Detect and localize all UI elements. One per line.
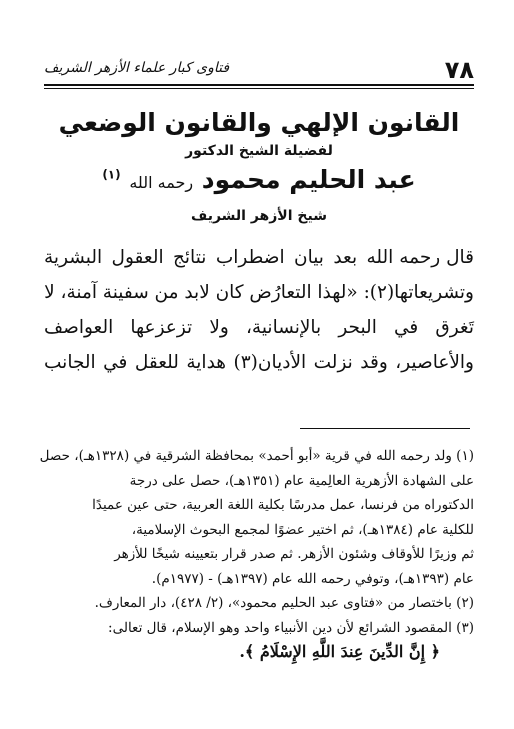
author-honorific: رحمه الله: [129, 173, 194, 192]
body-word: كان: [215, 282, 244, 303]
body-line: [44, 275, 474, 310]
body-word: «لهذا: [317, 282, 358, 303]
footnote-line: الدكتوراه من فرنسا، عمل مدرسًا بكلية اللغة العربية، حتى عين عميدًا: [92, 497, 474, 513]
body-word: قال رحمه الله: [366, 247, 474, 268]
quran-verse: ﴿ إِنَّ الدِّينَ عِندَ اللَّهِ الإِسْلَامُ ﴾.: [239, 642, 440, 661]
article-title: القانون الإلهي والقانون الوضعي: [58, 108, 460, 137]
body-word: البحر: [338, 317, 377, 338]
footnote-line: (١) ولد رحمه الله في قرية «أبو أحمد» بمحافظة الشرقية في (١٣٢٨هـ)، حصل: [39, 448, 474, 464]
author-name: عبد الحليم محمود: [201, 165, 416, 194]
body-line: [44, 310, 474, 345]
body-word: الجانب: [44, 352, 96, 373]
body-word: هداية: [186, 352, 227, 373]
body-word: بالإنسانية،: [245, 317, 322, 338]
body-word: للعقل: [134, 352, 179, 373]
footnote-separator: [300, 428, 470, 429]
header-rule-thin: [44, 88, 474, 89]
footnotes: [39, 444, 474, 665]
body-word: سفينة: [102, 282, 149, 303]
body-word: بعد: [333, 247, 358, 268]
body-word: والأعاصير،: [395, 352, 474, 373]
body-word: التعارُض: [249, 282, 312, 303]
body-text: [44, 240, 474, 380]
body-word: العقول: [111, 247, 164, 268]
body-word: الأديان(٣): [233, 352, 307, 373]
author-line: [44, 165, 474, 194]
body-word: نتائج: [172, 247, 207, 268]
body-word: لا: [44, 282, 55, 303]
footnote-line: ثم وزيرًا للأوقاف وشئون الأزهر. ثم صدر قرار بتعيينه شيخًا للأزهر: [114, 546, 474, 562]
body-word: في: [103, 352, 128, 373]
footnote-line: (٢) باختصار من «فتاوى عبد الحليم محمود»، (٢/ ٤٢٨)، دار المعارف.: [94, 595, 474, 611]
footnote-line: على الشهادة الأزهرية العالِمية عام (١٣٥١هـ)، حصل على درجة: [129, 472, 474, 489]
article-subtitle: لفضيلة الشيخ الدكتور: [185, 143, 333, 159]
author-footnote-ref: (١): [102, 167, 121, 182]
footnote-line: للكلية عام (١٣٨٤هـ)، ثم اختير عضوًا لمجمع البحوث الإسلامية،: [131, 521, 474, 538]
body-word: نزلت: [313, 352, 353, 373]
body-word: لابد: [184, 282, 210, 303]
body-word: آمنة،: [60, 282, 97, 303]
page-number: ٧٨: [444, 56, 474, 84]
body-line: [44, 240, 474, 275]
author-position: شيخ الأزهر الشريف: [191, 208, 327, 224]
body-word: في: [393, 317, 419, 338]
footnote-line: عام (١٣٩٣هـ)، وتوفي رحمه الله عام (١٣٩٧هـ) - (١٩٧٧م).: [151, 570, 474, 587]
footnote-line: (٣) المقصود الشرائع لأن دين الأنبياء واحد وهو الإسلام، قال تعالى:: [108, 619, 474, 636]
body-word: من: [154, 282, 179, 303]
body-word: وقد: [360, 352, 388, 373]
body-word: البشرية: [44, 247, 103, 268]
body-word: تزعزعها: [130, 317, 193, 338]
body-word: تَغرق: [435, 317, 474, 338]
body-word: العواصف: [44, 317, 114, 338]
header-rule-thick: [44, 84, 474, 86]
book-title: فتاوى كبار علماء الأزهر الشريف: [44, 60, 230, 76]
body-word: بيان: [293, 247, 324, 268]
body-line: [44, 345, 474, 380]
body-word: وتشريعاتها(٢):: [363, 282, 474, 303]
body-word: ولا: [209, 317, 229, 338]
body-word: اضطراب: [215, 247, 285, 268]
